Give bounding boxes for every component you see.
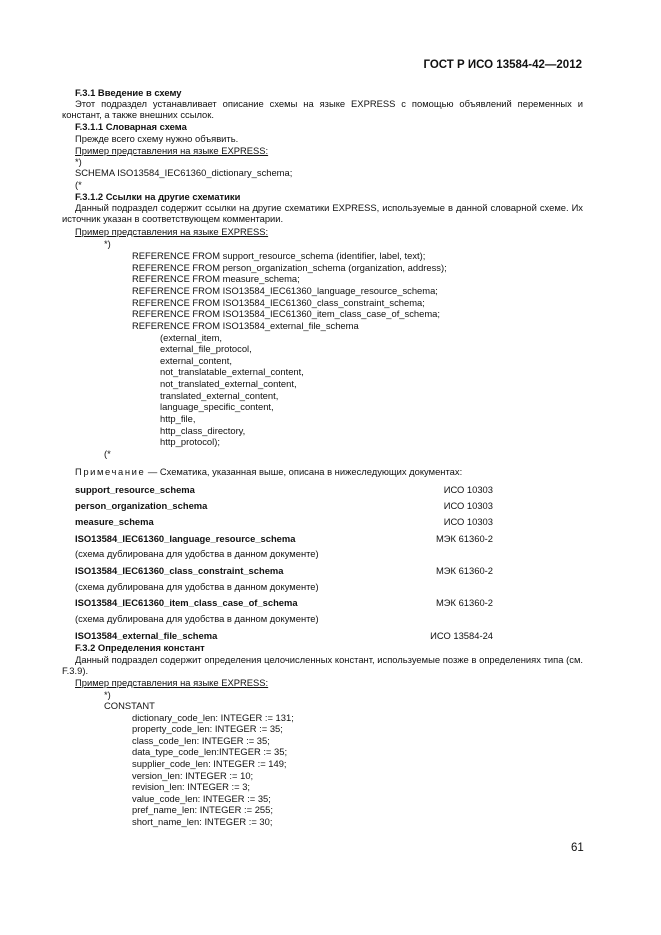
reference-line: REFERENCE FROM person_organization_schema (organization, address); bbox=[132, 262, 447, 273]
external-item: not_translated_external_content, bbox=[160, 378, 297, 389]
schema-declaration: SCHEMA ISO13584_IEC61360_dictionary_schema; bbox=[75, 167, 293, 178]
reference-line: REFERENCE FROM ISO13584_IEC61360_item_class_case_of_schema; bbox=[132, 308, 440, 319]
constant-line: dictionary_code_len: INTEGER := 131; bbox=[132, 712, 294, 723]
section-heading-f312: F.3.1.2 Ссылки на другие схематики bbox=[75, 191, 241, 202]
constant-keyword: CONSTANT bbox=[104, 700, 155, 711]
external-item: external_file_protocol, bbox=[160, 343, 252, 354]
note-schema-name: ISO13584_IEC61360_language_resource_schema bbox=[75, 533, 296, 544]
external-item: not_translatable_external_content, bbox=[160, 366, 304, 377]
constant-line: property_code_len: INTEGER := 35; bbox=[132, 723, 283, 734]
constant-line: version_len: INTEGER := 10; bbox=[132, 770, 254, 781]
note-label: Примечание bbox=[75, 466, 146, 477]
reference-line: REFERENCE FROM ISO13584_external_file_schema bbox=[132, 320, 359, 331]
note-schema-name: person_organization_schema bbox=[75, 500, 208, 511]
constant-line: revision_len: INTEGER := 3; bbox=[132, 781, 251, 792]
section-heading-f31: F.3.1 Введение в схему bbox=[75, 87, 182, 98]
note-schema-name: ISO13584_IEC61360_class_constraint_schema bbox=[75, 565, 284, 576]
section-heading-f32: F.3.2 Определения констант bbox=[75, 642, 205, 653]
paragraph-f312: Данный подраздел содержит ссылки на другие схематики EXPRESS, используемые в данной словарной схеме. Их источник указан в соответствующем комментарии. bbox=[62, 202, 583, 224]
external-item: external_content, bbox=[160, 355, 232, 366]
paragraph-f311: Прежде всего схему нужно объявить. bbox=[75, 133, 239, 144]
constant-line: supplier_code_len: INTEGER := 149; bbox=[132, 758, 287, 769]
express-close: (* bbox=[104, 448, 111, 459]
constant-line: data_type_code_len:INTEGER := 35; bbox=[132, 746, 288, 757]
note-schema-doc: МЭК 61360-2 bbox=[435, 533, 493, 544]
external-item: (external_item, bbox=[160, 332, 223, 343]
note-schema-doc: ИСО 10303 bbox=[443, 516, 493, 527]
constant-line: class_code_len: INTEGER := 35; bbox=[132, 735, 270, 746]
paragraph-f31: Этот подраздел устанавливает описание схемы на языке EXPRESS с помощью объявлений переменных и констант, а также внешних ссылок. bbox=[62, 98, 583, 120]
constant-line: value_code_len: INTEGER := 35; bbox=[132, 793, 271, 804]
note-schema-name: ISO13584_IEC61360_item_class_case_of_schema bbox=[75, 597, 298, 608]
external-item: http_file, bbox=[160, 413, 196, 424]
note-schema-doc: ИСО 10303 bbox=[443, 484, 493, 495]
external-item: http_protocol); bbox=[160, 436, 220, 447]
example-label: Пример представления на языке EXPRESS: bbox=[75, 677, 269, 688]
reference-line: REFERENCE FROM measure_schema; bbox=[132, 273, 300, 284]
note-schema-subnote: (схема дублирована для удобства в данном документе) bbox=[75, 548, 319, 559]
section-heading-f311: F.3.1.1 Словарная схема bbox=[75, 121, 187, 132]
paragraph-f32: Данный подраздел содержит определения целочисленных констант, используемые позже в определениях типа (см. F.3.9). bbox=[62, 654, 583, 676]
note-schema-name: measure_schema bbox=[75, 516, 154, 527]
page-number: 61 bbox=[571, 842, 584, 854]
external-item: language_specific_content, bbox=[160, 401, 274, 412]
note-schema-doc: ИСО 13584-24 bbox=[430, 630, 493, 641]
constant-line: pref_name_len: INTEGER := 255; bbox=[132, 804, 273, 815]
reference-line: REFERENCE FROM support_resource_schema (identifier, label, text); bbox=[132, 250, 426, 261]
reference-line: REFERENCE FROM ISO13584_IEC61360_class_constraint_schema; bbox=[132, 297, 425, 308]
note-schema-name: ISO13584_external_file_schema bbox=[75, 630, 218, 641]
example-label: Пример представления на языке EXPRESS: bbox=[75, 226, 269, 237]
note-line bbox=[75, 466, 462, 477]
external-item: translated_external_content, bbox=[160, 390, 279, 401]
document-header: ГОСТ Р ИСО 13584-42—2012 bbox=[423, 59, 582, 71]
note-schema-doc: ИСО 10303 bbox=[443, 500, 493, 511]
note-schema-subnote: (схема дублирована для удобства в данном документе) bbox=[75, 581, 319, 592]
reference-line: REFERENCE FROM ISO13584_IEC61360_language_resource_schema; bbox=[132, 285, 438, 296]
example-label: Пример представления на языке EXPRESS: bbox=[75, 145, 269, 156]
note-schema-name: support_resource_schema bbox=[75, 484, 195, 495]
external-item: http_class_directory, bbox=[160, 425, 246, 436]
express-open: *) bbox=[104, 238, 111, 249]
note-schema-doc: МЭК 61360-2 bbox=[435, 597, 493, 608]
express-close: (* bbox=[75, 179, 82, 190]
note-schema-subnote: (схема дублирована для удобства в данном документе) bbox=[75, 613, 319, 624]
constant-line: short_name_len: INTEGER := 30; bbox=[132, 816, 273, 827]
express-open: *) bbox=[75, 156, 82, 167]
express-open: *) bbox=[104, 689, 111, 700]
note-text: — Схематика, указанная выше, описана в нижеследующих документах: bbox=[145, 466, 463, 477]
note-schema-doc: МЭК 61360-2 bbox=[435, 565, 493, 576]
